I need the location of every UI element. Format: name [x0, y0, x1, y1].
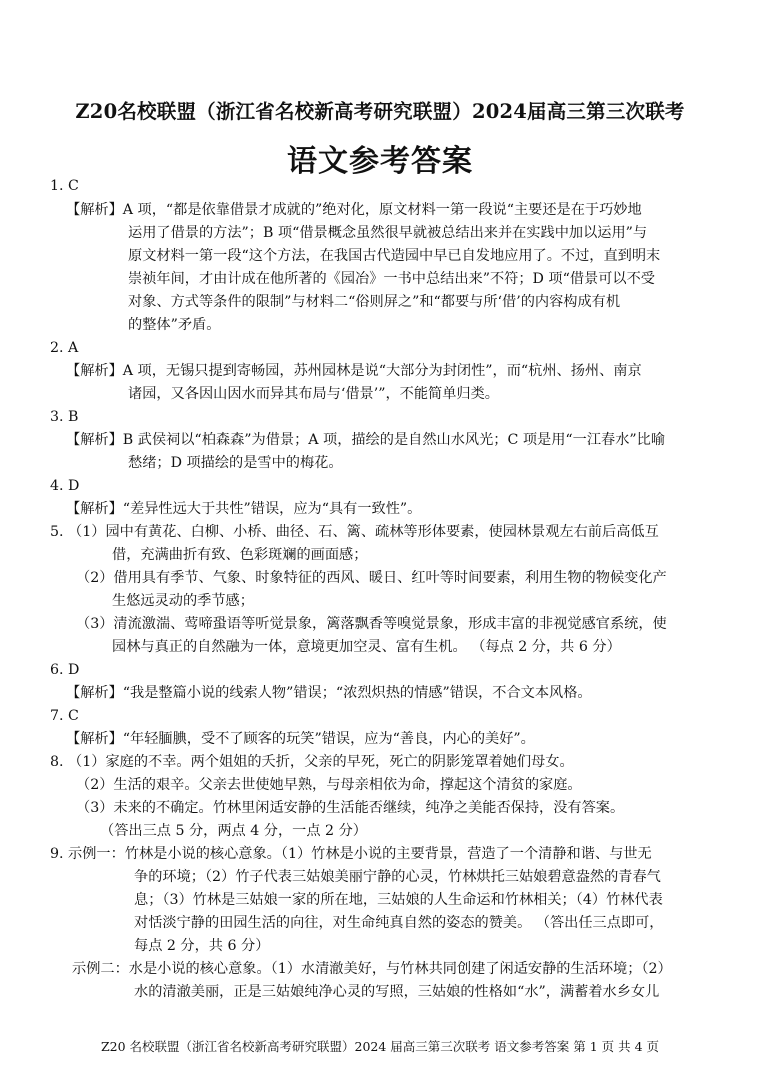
page-footer: Z20 名校联盟（浙江省名校新高考研究联盟）2024 届高三第三次联考 语文参考答案 第 1 页 共 4 页 — [100, 1039, 660, 1054]
analysis-1-line: 对象、方式等条件的限制”与材料二“俗则屏之”和“都要与所‘借’的内容构成有机 — [128, 294, 621, 310]
answer-1: 1. C — [50, 178, 79, 194]
analysis-1-line: 崇祯年间，才由计成在他所著的《园冶》一书中总结出来”不符；D 项“借景可以不受 — [128, 271, 655, 287]
answer-9-example-2-line: 示例二：水是小说的核心意象。（1）水清澈美好，与竹林共同创建了闲适安静的生活环境；（2） — [72, 961, 672, 977]
answer-9-line: 争的环境；（2）竹子代表三姑娘美丽宁静的心灵，竹林烘托三姑娘碧意盎然的青春气 — [134, 869, 661, 885]
answer-5-line: （2）借用具有季节、气象、时象特征的西风、暖日、红叶等时间要素，利用生物的物候变化产 — [76, 570, 667, 586]
analysis-4-line: 【解析】“差异性远大于共性”错误，应为“具有一致性”。 — [66, 501, 422, 517]
analysis-2-line: 诸园，又各因山因水而异其布局与‘借景’”，不能简单归类。 — [128, 386, 499, 402]
document-subtitle: 语文参考答案 — [287, 144, 473, 179]
answer-5-line: 借，充满曲折有致、色彩斑斓的画面感； — [112, 547, 368, 563]
answer-8-scoring: （答出三点 5 分，两点 4 分，一点 2 分） — [100, 823, 367, 839]
answer-2: 2. A — [50, 340, 79, 356]
analysis-2-line: 【解析】A 项，无锡只提到寄畅园，苏州园林是说“大部分为封闭性”，而“杭州、扬州、南京 — [66, 363, 642, 379]
answer-5-line: 生悠远灵动的季节感； — [112, 593, 254, 609]
answer-7: 7. C — [50, 708, 79, 724]
analysis-1-line: 【解析】A 项，“都是依靠借景才成就的”绝对化，原文材料一第一段说“主要还是在于巧妙地 — [66, 202, 642, 218]
answer-8-line: （3）未来的不确定。竹林里闲适安静的生活能否继续，纯净之美能否保持，没有答案。 — [76, 800, 625, 816]
answer-5-line: （3）清流激湍、莺啼蛩语等听觉景象，篱落飘香等嗅觉景象，形成丰富的非视觉感官系统，使 — [76, 616, 667, 632]
analysis-3-line: 愁绪；D 项描绘的是雪中的梅花。 — [128, 455, 343, 471]
answer-9-line: 每点 2 分，共 6 分） — [134, 938, 270, 954]
answer-5-line: 园林与真正的自然融为一体，意境更加空灵、富有生机。 （每点 2 分，共 6 分） — [112, 639, 621, 655]
answer-3: 3. B — [50, 409, 79, 425]
analysis-3-line: 【解析】B 武侯祠以“柏森森”为借景；A 项，描绘的是自然山水风光；C 项是用“一江春水”比喻 — [66, 432, 666, 448]
answer-6: 6. D — [50, 662, 80, 678]
analysis-6-line: 【解析】“我是整篇小说的线索人物”错误；“浓烈炽热的情感”错误，不合文本风格。 — [66, 685, 592, 701]
analysis-7-line: 【解析】“年轻腼腆，受不了顾客的玩笑”错误，应为“善良，内心的美好”。 — [66, 731, 535, 747]
analysis-1-line: 运用了借景的方法”；B 项“借景概念虽然很早就被总结出来并在实践中加以运用”与 — [128, 225, 648, 241]
answer-8-line: （2）生活的艰辛。父亲去世使她早熟，与母亲相依为命，撑起这个清贫的家庭。 — [76, 777, 582, 793]
answer-9-line: 9. 示例一：竹林是小说的核心意象。（1）竹林是小说的主要背景，营造了一个清静和谐、与世无 — [50, 846, 652, 862]
answer-9-line: 息；（3）竹林是三姑娘一家的所在地，三姑娘的人生命运和竹林相关；（4）竹林代表 — [134, 892, 663, 908]
answer-8-line: 8. （1）家庭的不幸。两个姐姐的夭折，父亲的早死，死亡的阴影笼罩着她们母女。 — [50, 754, 574, 770]
analysis-1-line: 原文材料一第一段“这个方法，在我国古代造园中早已自发地应用了。不过，直到明末 — [128, 248, 661, 264]
answer-4: 4. D — [50, 478, 80, 494]
analysis-1-line: 的整体”矛盾。 — [128, 317, 221, 333]
answer-9-line: 对恬淡宁静的田园生活的向往，对生命纯真自然的姿态的赞美。 （答出任三点即可， — [134, 915, 664, 931]
answer-5-line: 5. （1）园中有黄花、白柳、小桥、曲径、石、篱、疏林等形体要素，使园林景观左右前后高低互 — [50, 524, 659, 540]
answer-9-example-2-line: 水的清澈美丽，正是三姑娘纯净心灵的写照，三姑娘的性格如“水”，满蓄着水乡女儿 — [134, 984, 660, 1000]
document-title: Z20名校联盟（浙江省名校新高考研究联盟）2024届高三第三次联考 — [75, 100, 685, 123]
